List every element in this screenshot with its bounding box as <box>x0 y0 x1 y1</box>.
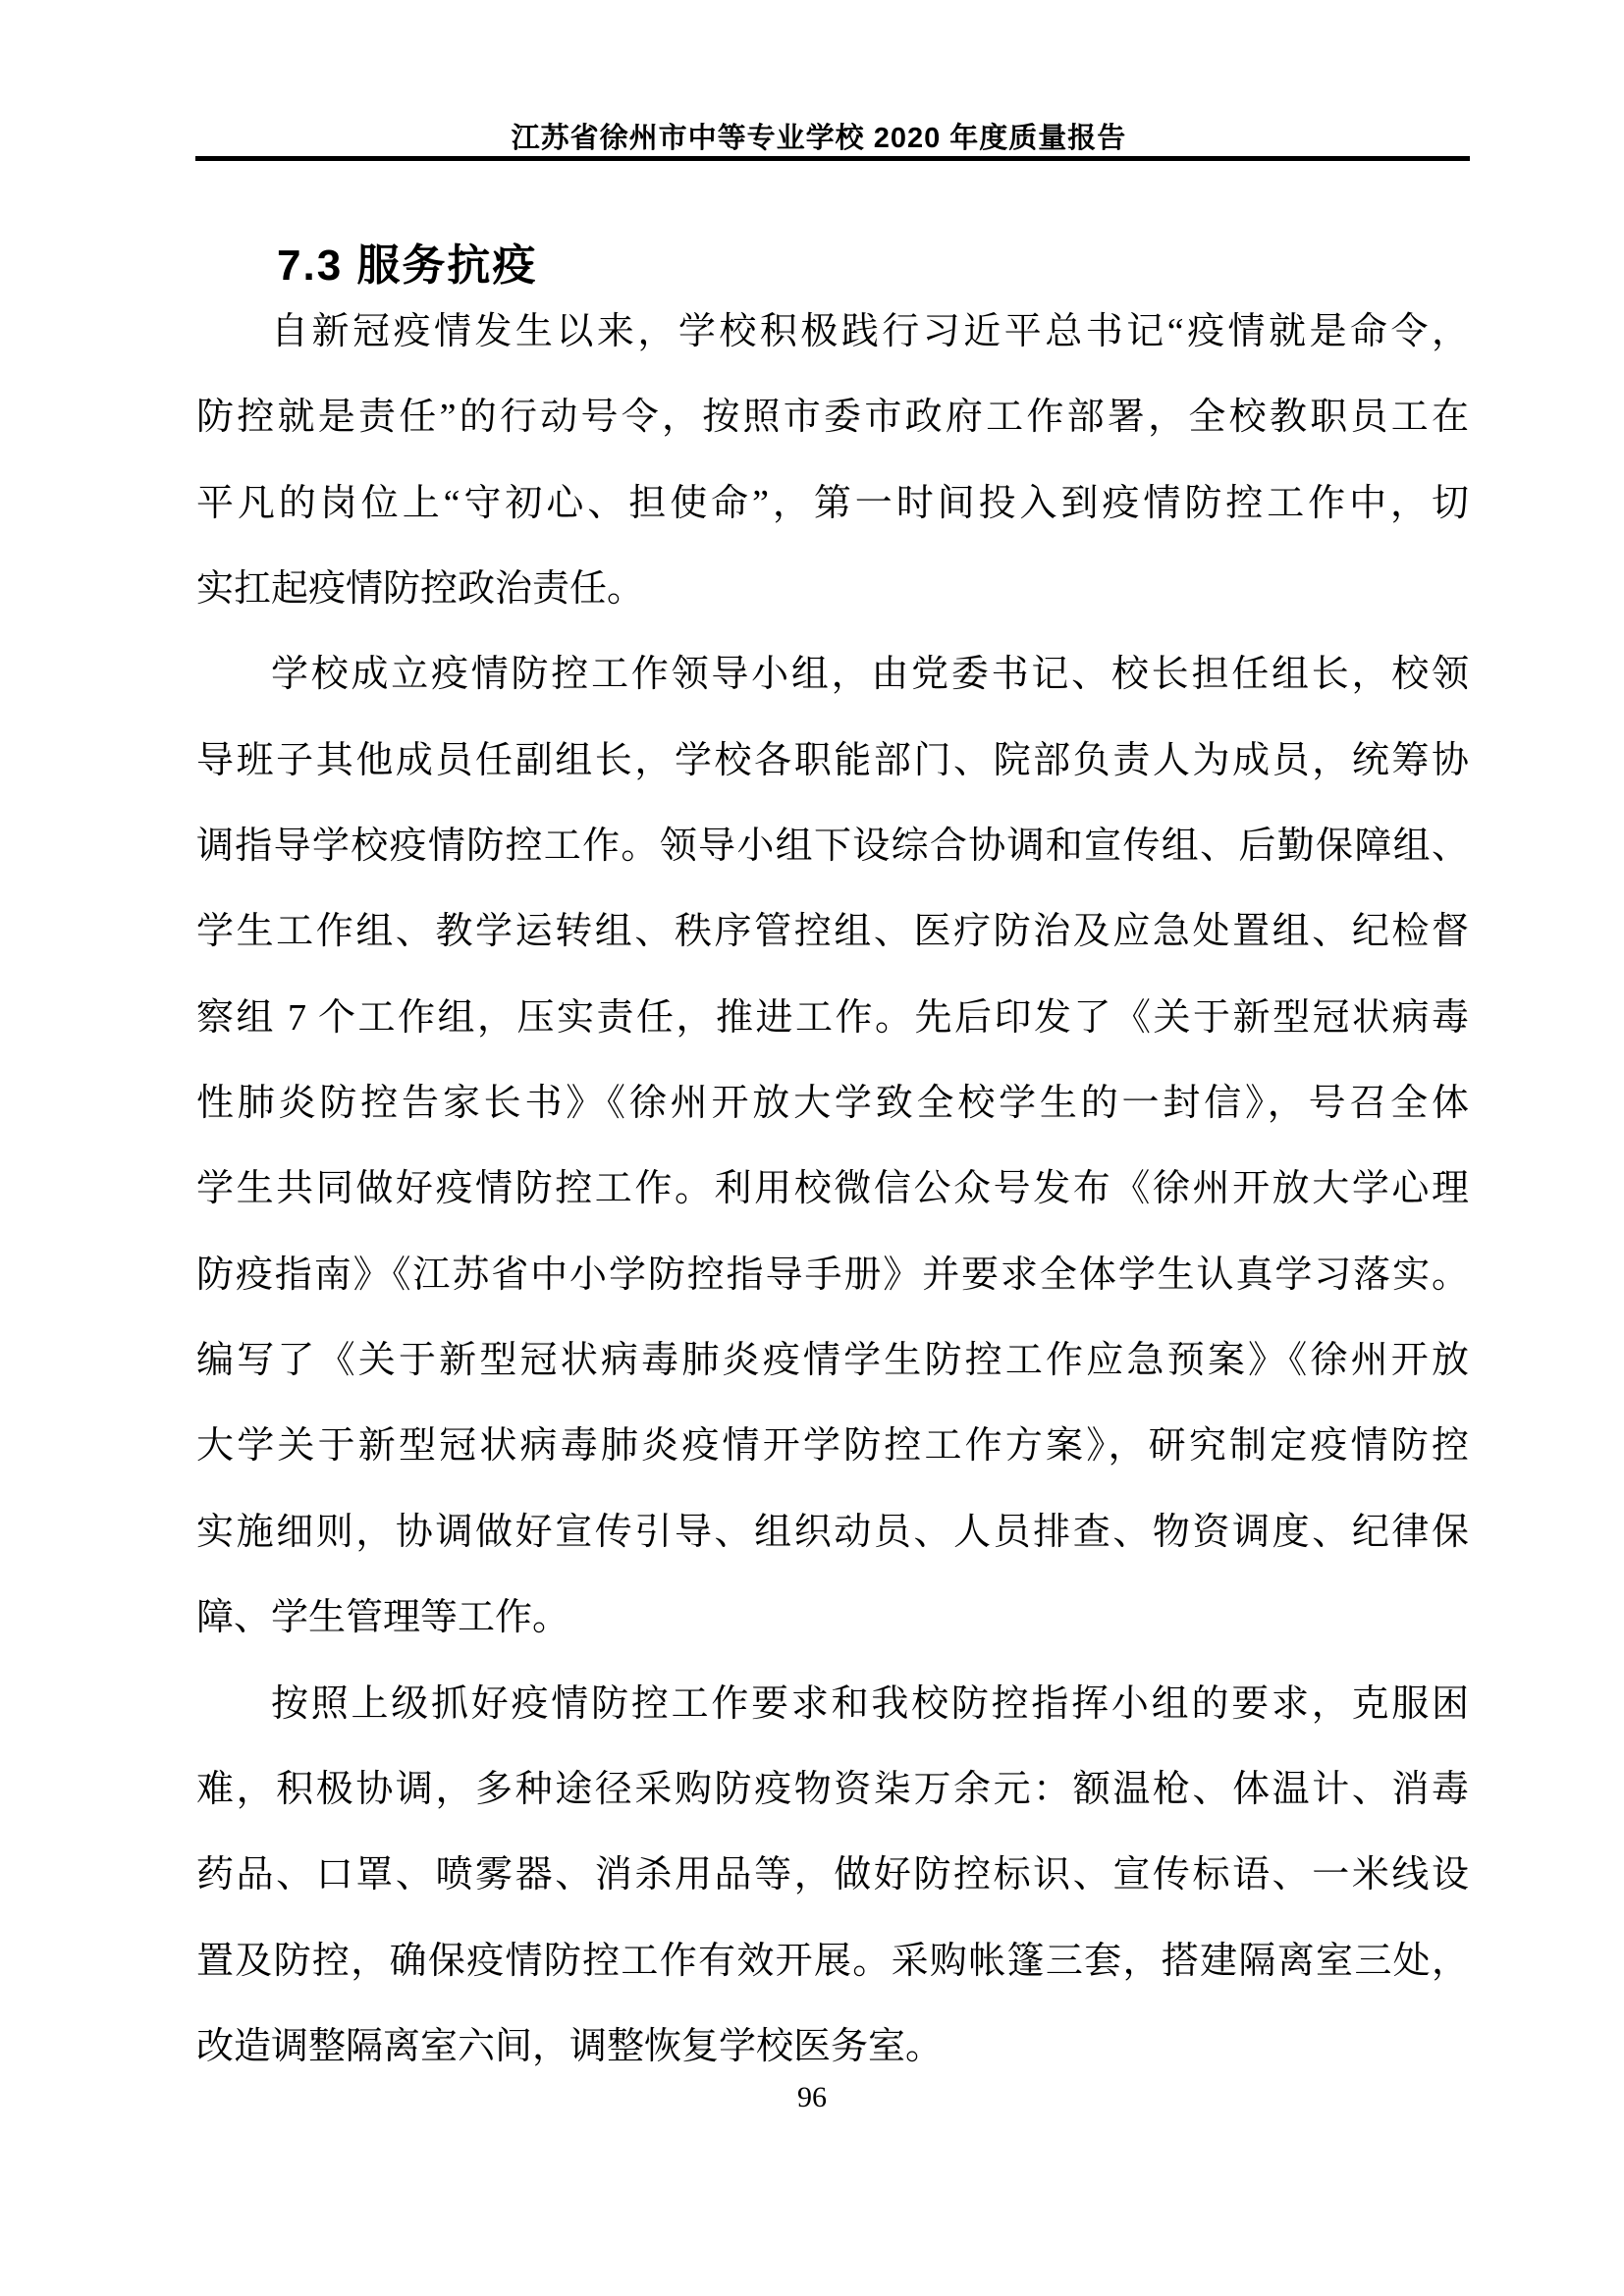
text-line: 平凡的岗位上“守初心、担使命”，第一时间投入到疫情防控工作中，切 <box>196 482 1469 524</box>
page-header-title: 江苏省徐州市中等专业学校 2020 年度质量报告 <box>511 123 1127 154</box>
text-line: 实施细则，协调做好宣传引导、组织动员、人员排查、物资调度、纪律保 <box>196 1511 1469 1553</box>
section-heading: 7.3 服务抗疫 <box>277 241 538 290</box>
text-line: 药品、口罩、喷雾器、消杀用品等，做好防控标识、宣传标语、一米线设 <box>196 1854 1469 1896</box>
text-line: 按照上级抓好疫情防控工作要求和我校防控指挥小组的要求，克服困 <box>271 1682 1469 1725</box>
body-text-block <box>196 290 1469 2090</box>
text-line: 置及防控，确保疫情防控工作有效开展。采购帐篷三套，搭建隔离室三处， <box>196 1940 1469 1982</box>
text-line: 察组 7 个工作组，压实责任，推进工作。先后印发了《关于新型冠状病毒 <box>196 996 1469 1039</box>
text-line: 编写了《关于新型冠状病毒肺炎疫情学生防控工作应急预案》《徐州开放 <box>196 1340 1469 1382</box>
text-line: 导班子其他成员任副组长，学校各职能部门、院部负责人为成员，统筹协 <box>196 739 1469 781</box>
text-line: 自新冠疫情发生以来，学校积极践行习近平总书记“疫情就是命令， <box>271 311 1469 352</box>
page-number: 96 <box>797 2081 827 2113</box>
header-divider-rule <box>195 156 1470 161</box>
text-line: 防疫指南》《江苏省中小学防控指导手册》并要求全体学生认真学习落实。 <box>196 1254 1469 1296</box>
text-line: 障、学生管理等工作。 <box>196 1597 570 1639</box>
text-line: 实扛起疫情防控政治责任。 <box>196 568 645 611</box>
text-line: 学生工作组、教学运转组、秩序管控组、医疗防治及应急处置组、纪检督 <box>196 911 1469 953</box>
text-line: 性肺炎防控告家长书》《徐州开放大学致全校学生的一封信》，号召全体 <box>196 1083 1469 1125</box>
text-line: 调指导学校疫情防控工作。领导小组下设综合协调和宣传组、后勤保障组、 <box>196 826 1469 868</box>
text-line: 大学关于新型冠状病毒肺炎疫情开学防控工作方案》，研究制定疫情防控 <box>196 1425 1469 1468</box>
text-line: 防控就是责任”的行动号令，按照市委市政府工作部署，全校教职员工在 <box>196 397 1469 439</box>
paragraph <box>196 1662 1469 2091</box>
text-line: 学生共同做好疫情防控工作。利用校微信公众号发布《徐州开放大学心理 <box>196 1168 1469 1210</box>
text-line: 改造调整隔离室六间，调整恢复学校医务室。 <box>196 2025 944 2067</box>
paragraph <box>196 632 1469 1661</box>
text-line: 难，积极协调，多种途径采购防疫物资柒万余元：额温枪、体温计、消毒 <box>196 1768 1469 1810</box>
paragraph <box>196 290 1469 632</box>
text-line: 学校成立疫情防控工作领导小组，由党委书记、校长担任组长，校领 <box>271 654 1469 696</box>
